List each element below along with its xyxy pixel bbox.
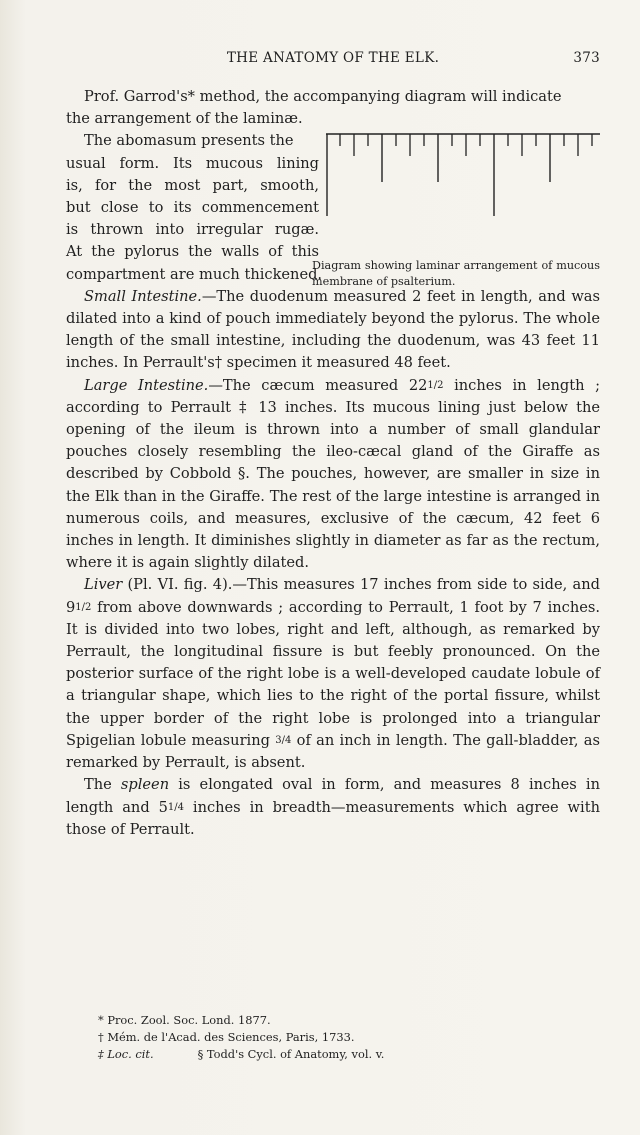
liver-paragraph [66,574,600,774]
footnote-ref: § Todd's Cycl. of Anatomy, vol. v. [197,1047,385,1061]
paragraph-text: (Pl. VI. fig. 4).—This measures 17 inches from side to side, and 9 [66,576,600,616]
section-heading: Liver [84,576,123,594]
paragraph-text: is elongated oval in form, and measures 8 inches in length and 5 [66,776,600,816]
paragraph-line: The abomasum presents the [84,132,294,150]
paragraph-line: At the pylorus the walls of this [66,243,319,261]
fraction: 1/2 [427,379,444,391]
paragraph-text: —The cæcum measured 22 [208,376,428,394]
footnote: * Proc. Zool. Soc. Lond. 1877. [98,1013,271,1027]
running-header [66,50,600,72]
section-heading: Large Intestine. [84,376,209,394]
paragraph-text: from above downwards ; according to Perrault, 1 foot by 7 inches. It is divided into two lobes, right and left, although, as remarked by Perrault, the longitudinal fissure is but feebly pronounced. On the posterior surface of the right lobe is a well-developed caudate lobule of a triangular shape, which lies to the right of the portal fissure, whilst the upper border of the right lobe is prolonged into a triangular Spigelian lobule measuring [66,598,600,749]
paragraph-line: usual form. Its mucous lining [66,154,319,172]
large-intestine-paragraph [66,375,600,575]
paragraph-text: inches in length ; according to Perrault ‡ 13 inches. Its mucous lining just below the opening of the ileum is thrown into a number of small glandular pouches closely resembling the ileo-cæcal gland of the Giraffe as described by Cobbold §. The pouches, however, are smaller in size in the Elk than in the Giraffe. The rest of the large intestine is arranged in numerous coils, and measures, exclusive of the cæcum, 42 feet 6 inches in length. It diminishes slightly in diameter as far as the rectum, where it is again slightly dilated. [66,376,600,572]
fraction: 3/4 [275,734,292,746]
paragraph-line: is, for the most part, smooth, [66,176,319,194]
running-title: THE ANATOMY OF THE ELK. [226,50,440,66]
paragraph-line: Prof. Garrod's* method, the accompanying diagram will indicate [84,88,562,105]
paragraph-line: compartment are much thickened. [66,265,323,283]
small-intestine-paragraph [66,286,600,375]
paragraph-text: —The duodenum measured 2 feet in length, and was dilated into a kind of pouch immediately beyond the pylorus. The whole length of the small intestine, including the duodenum, was 43 feet 11 inches. In Perrault's† specimen it measured 48 feet. [66,287,600,372]
section-heading: Small Intestine. [84,287,202,305]
page-number: 373 [573,50,600,66]
footnote [98,1046,598,1063]
paragraph-text: The [84,776,121,794]
body-text [66,86,600,841]
paragraph-text: of an inch in length. The gall-bladder, as remarked by Perrault, is absent. [66,731,600,772]
footnotes [98,1012,598,1063]
figure-caption: Diagram showing laminar arrangement of mucous membrane of psalterium. [312,259,600,288]
footnote-ref: ‡ Loc. cit. [98,1047,154,1061]
fraction: 1/4 [167,801,184,813]
paragraph-line: is thrown into irregular rugæ. [66,221,319,239]
spleen-paragraph [66,774,600,841]
section-heading: spleen [120,776,170,794]
paragraph-line: the arrangement of the laminæ. [66,110,303,128]
fraction: 1/2 [75,601,92,613]
paragraph-text: inches in breadth—measurements which agree with those of Perrault. [66,798,600,838]
footnote: † Mém. de l'Acad. des Sciences, Paris, 1733. [98,1030,355,1044]
paragraph-line: but close to its commencement [66,199,319,217]
